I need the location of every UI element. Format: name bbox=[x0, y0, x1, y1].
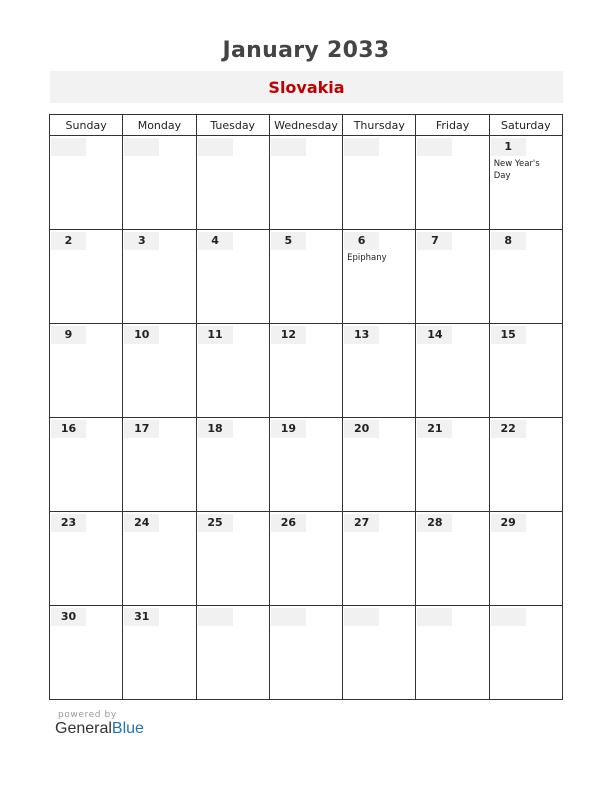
day-number: 18 bbox=[198, 420, 233, 438]
day-cell bbox=[123, 418, 196, 512]
day-cell bbox=[50, 324, 123, 418]
day-number: 24 bbox=[124, 514, 159, 532]
day-cell bbox=[343, 418, 416, 512]
week-row bbox=[50, 606, 563, 700]
day-number: 7 bbox=[417, 232, 452, 250]
week-row bbox=[50, 136, 563, 230]
day-number: 30 bbox=[51, 608, 86, 626]
day-number bbox=[51, 138, 86, 156]
day-cell bbox=[343, 230, 416, 324]
day-number: 28 bbox=[417, 514, 452, 532]
day-cell bbox=[50, 136, 123, 230]
day-number: 29 bbox=[491, 514, 526, 532]
country-name: Slovakia bbox=[268, 78, 345, 97]
day-cell bbox=[196, 136, 269, 230]
day-number bbox=[271, 138, 306, 156]
day-number: 25 bbox=[198, 514, 233, 532]
weekday-header: Tuesday bbox=[196, 115, 269, 136]
day-cell bbox=[489, 230, 562, 324]
day-cell bbox=[269, 606, 342, 700]
day-number: 17 bbox=[124, 420, 159, 438]
day-cell bbox=[489, 324, 562, 418]
weekday-header: Wednesday bbox=[269, 115, 342, 136]
holiday-label: New Year's Day bbox=[493, 159, 540, 181]
day-number bbox=[124, 138, 159, 156]
day-cell bbox=[123, 606, 196, 700]
day-cell bbox=[489, 418, 562, 512]
day-number: 13 bbox=[344, 326, 379, 344]
day-cell bbox=[123, 324, 196, 418]
day-number: 14 bbox=[417, 326, 452, 344]
day-number bbox=[417, 138, 452, 156]
day-number: 19 bbox=[271, 420, 306, 438]
day-number: 9 bbox=[51, 326, 86, 344]
day-number: 26 bbox=[271, 514, 306, 532]
country-banner bbox=[50, 71, 563, 103]
day-number bbox=[271, 608, 306, 626]
day-number: 23 bbox=[51, 514, 86, 532]
day-cell bbox=[343, 512, 416, 606]
day-cell bbox=[123, 512, 196, 606]
day-cell bbox=[416, 606, 489, 700]
weekday-header: Saturday bbox=[489, 115, 562, 136]
day-cell bbox=[196, 606, 269, 700]
day-number: 3 bbox=[124, 232, 159, 250]
day-number: 20 bbox=[344, 420, 379, 438]
day-cell bbox=[50, 418, 123, 512]
weekday-header: Thursday bbox=[343, 115, 416, 136]
day-number: 5 bbox=[271, 232, 306, 250]
day-cell bbox=[269, 512, 342, 606]
day-number: 6 bbox=[344, 232, 379, 250]
day-cell bbox=[123, 230, 196, 324]
day-number: 15 bbox=[491, 326, 526, 344]
day-number bbox=[344, 608, 379, 626]
day-cell bbox=[343, 136, 416, 230]
day-cell bbox=[343, 606, 416, 700]
day-number: 4 bbox=[198, 232, 233, 250]
day-cell bbox=[489, 136, 562, 230]
day-cell bbox=[416, 230, 489, 324]
day-number: 11 bbox=[198, 326, 233, 344]
day-cell bbox=[416, 512, 489, 606]
weekday-header: Friday bbox=[416, 115, 489, 136]
holiday-label: Epiphany bbox=[347, 253, 387, 263]
day-number bbox=[198, 608, 233, 626]
brand-name-part1: General bbox=[55, 720, 112, 737]
weekday-header: Monday bbox=[123, 115, 196, 136]
day-cell bbox=[123, 136, 196, 230]
day-cell bbox=[489, 512, 562, 606]
day-number bbox=[198, 138, 233, 156]
day-cell bbox=[489, 606, 562, 700]
day-cell bbox=[196, 512, 269, 606]
day-cell bbox=[343, 324, 416, 418]
day-number: 22 bbox=[491, 420, 526, 438]
powered-by-text: powered by bbox=[58, 710, 117, 720]
day-number: 2 bbox=[51, 232, 86, 250]
day-cell bbox=[416, 136, 489, 230]
day-number: 10 bbox=[124, 326, 159, 344]
day-number: 8 bbox=[491, 232, 526, 250]
day-number: 16 bbox=[51, 420, 86, 438]
day-cell bbox=[196, 418, 269, 512]
day-cell bbox=[50, 512, 123, 606]
weekday-header: Sunday bbox=[50, 115, 123, 136]
day-number bbox=[417, 608, 452, 626]
week-row bbox=[50, 230, 563, 324]
calendar-grid bbox=[49, 114, 563, 700]
day-number bbox=[491, 608, 526, 626]
day-cell bbox=[196, 324, 269, 418]
week-row bbox=[50, 324, 563, 418]
week-row bbox=[50, 512, 563, 606]
day-number: 27 bbox=[344, 514, 379, 532]
weekday-header-row bbox=[50, 115, 563, 136]
day-number: 1 bbox=[491, 138, 526, 156]
day-cell bbox=[196, 230, 269, 324]
day-cell bbox=[50, 606, 123, 700]
day-cell bbox=[269, 136, 342, 230]
day-number: 21 bbox=[417, 420, 452, 438]
day-cell bbox=[269, 324, 342, 418]
day-cell bbox=[416, 324, 489, 418]
day-cell bbox=[50, 230, 123, 324]
day-cell bbox=[269, 418, 342, 512]
week-row bbox=[50, 418, 563, 512]
brand-logo[interactable] bbox=[55, 720, 144, 738]
day-number: 31 bbox=[124, 608, 159, 626]
brand-name-part2: Blue bbox=[111, 720, 144, 737]
day-cell bbox=[416, 418, 489, 512]
day-cell bbox=[269, 230, 342, 324]
day-number: 12 bbox=[271, 326, 306, 344]
day-number bbox=[344, 138, 379, 156]
page-title: January 2033 bbox=[222, 38, 390, 63]
